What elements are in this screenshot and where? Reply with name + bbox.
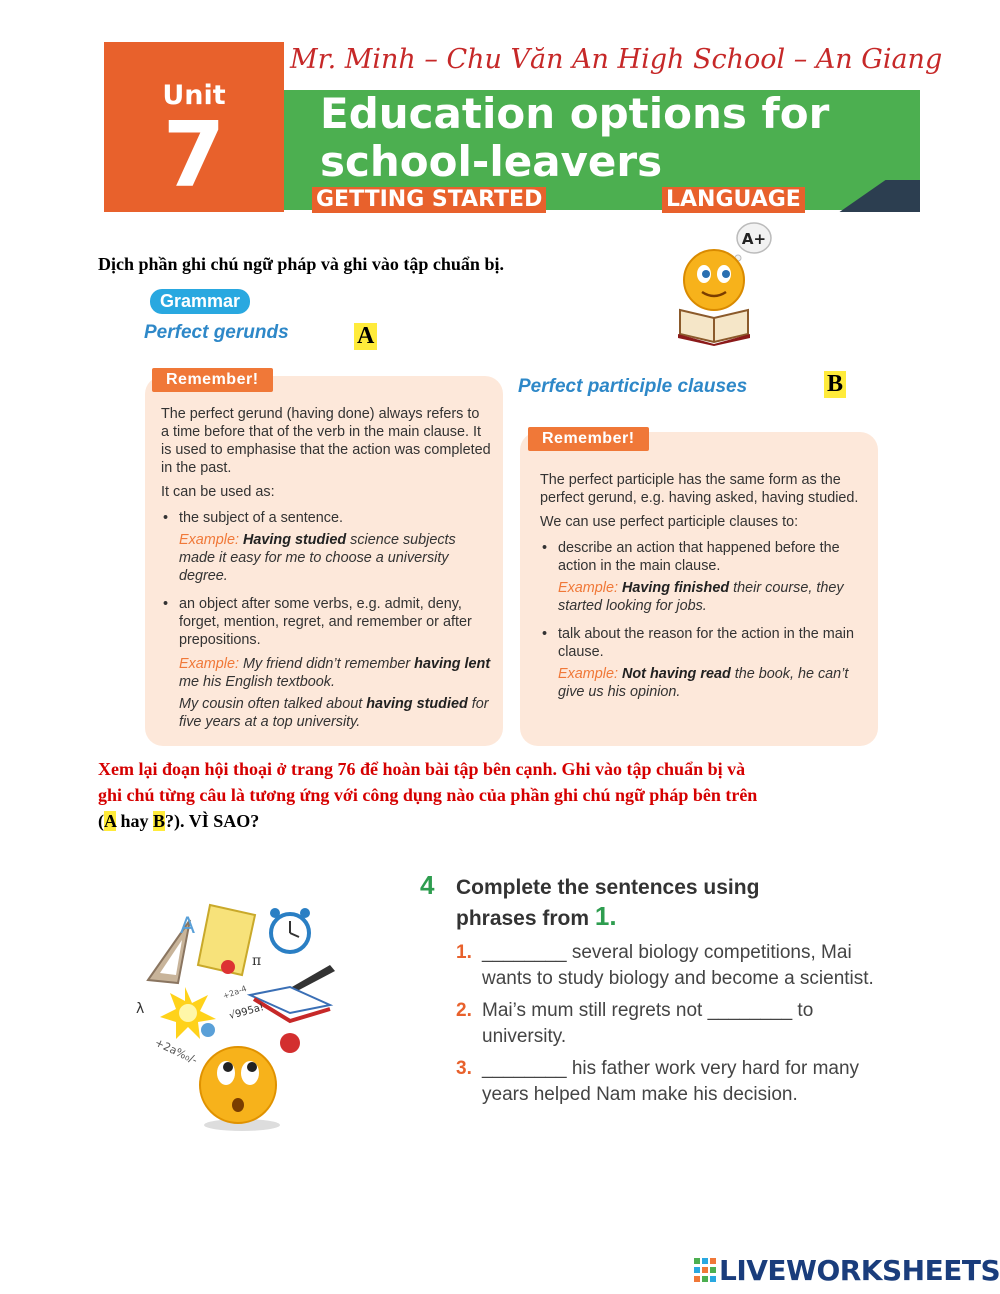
svg-text:+2a-4: +2a-4 (221, 983, 248, 1001)
instruction-translate: Dịch phần ghi chú ngữ pháp và ghi vào tập chuẩn bị. (98, 254, 504, 274)
panel-b-example-2: Example: Not having read the book, he can’t give us his opinion. (558, 666, 849, 700)
panel-b-intro: The perfect participle has the same form as the perfect gerund, e.g. having asked, having studied. (540, 472, 859, 506)
panel-a-example-2: Example: My friend didn’t remember having lent me his English textbook. (179, 656, 491, 690)
panel-a-bullet-1: • the subject of a sentence. (161, 509, 491, 527)
svg-text:√995a!: √995a! (227, 1002, 266, 1022)
panel-a-example-3: My cousin often talked about having studied for five years at a top university. (179, 696, 489, 730)
instruction-review (98, 756, 928, 834)
panel-b-example-1: Example: Having finished their course, they started looking for jobs. (558, 580, 844, 614)
smiley-reading-icon (668, 218, 780, 346)
unit-title-line2: school-leavers (320, 137, 663, 186)
panel-b-bullet-1: • describe an action that happened before the action in the main clause. (540, 539, 864, 575)
exercise-4-header (420, 872, 940, 936)
liveworksheets-logo[interactable] (694, 1254, 1000, 1286)
remember-label-a: Remember! (152, 368, 273, 392)
tag-getting-started: GETTING STARTED (312, 187, 546, 213)
tag-language: LANGUAGE (662, 187, 805, 213)
panel-a-bullet-2: • an object after some verbs, e.g. admit, deny, forget, mention, regret, and remember or after prepositions. (161, 595, 491, 649)
exercise-4-items (456, 940, 896, 1108)
panel-a-can-be-used: It can be used as: (161, 484, 275, 500)
panel-a-intro: The perfect gerund (having done) always refers to a time before that of the verb in the main clause. It is used to emphasise that the action was completed in the past. (161, 406, 491, 476)
marker-b: B (824, 371, 846, 398)
panel-b-text (540, 471, 864, 707)
exercise-item-3: 3. ________ his father work very hard for many years helped Nam make his decision. (456, 1058, 860, 1105)
exercise-4 (420, 872, 940, 1108)
unit-word: Unit (162, 80, 226, 111)
instruction-review-line1: Xem lại đoạn hội thoại ở trang 76 để hoàn bài tập bên cạnh. Ghi vào tập chuẩn bị và (98, 759, 746, 779)
perfect-participle-title: Perfect participle clauses (518, 376, 748, 397)
apple-icon (280, 1033, 300, 1053)
instruction-review-line2: ghi chú từng câu là tương ứng với công dụng nào của phần ghi chú ngữ pháp bên trên (98, 785, 758, 805)
unit-banner (90, 42, 943, 212)
unit-title-line1: Education options for (320, 89, 830, 138)
exercise-4-number: 4 (420, 870, 435, 900)
liveworksheets-logo-icon (694, 1258, 716, 1282)
grammar-pill: Grammar (150, 289, 250, 314)
school-supplies-illustration (130, 895, 360, 1135)
alarm-clock-icon (270, 908, 310, 952)
unit-number: 7 (162, 103, 226, 208)
svg-text:π: π (252, 953, 262, 969)
panel-b-bullet-2: • talk about the reason for the action in the main clause. (540, 625, 864, 661)
exercise-item-2: 2. Mai’s mum still regrets not ________ to university. (456, 1000, 814, 1047)
svg-text:λ: λ (136, 1001, 145, 1017)
unit-badge (104, 42, 284, 212)
exercise-item-1: 1. ________ several biology competitions, Mai wants to study biology and become a scientist. (456, 942, 874, 989)
svg-text:+2a%₀/-: +2a%₀/- (152, 1035, 200, 1067)
perfect-gerunds-title: Perfect gerunds (144, 322, 289, 343)
thinking-smiley-icon (200, 1047, 280, 1131)
teacher-credit: Mr. Minh – Chu Văn An High School – An Giang (290, 44, 943, 75)
remember-label-b: Remember! (528, 427, 649, 451)
panel-b-we-can: We can use perfect participle clauses to: (540, 514, 799, 530)
exercise-4-title: Complete the sentences using phrases from 1. (456, 876, 760, 931)
a-plus-text: A+ (741, 230, 767, 248)
svg-text:A: A (180, 914, 196, 939)
planet-icon (201, 1023, 215, 1037)
panel-a-example-1: Example: Having studied science subjects made it easy for me to choose a university degree. (179, 532, 456, 584)
marker-a: A (354, 323, 377, 350)
instruction-review-line3: (A hay B?). VÌ SAO? (98, 811, 260, 831)
panel-a-text (161, 405, 491, 737)
liveworksheets-logo-text: LIVEWORKSHEETS (719, 1253, 1000, 1287)
